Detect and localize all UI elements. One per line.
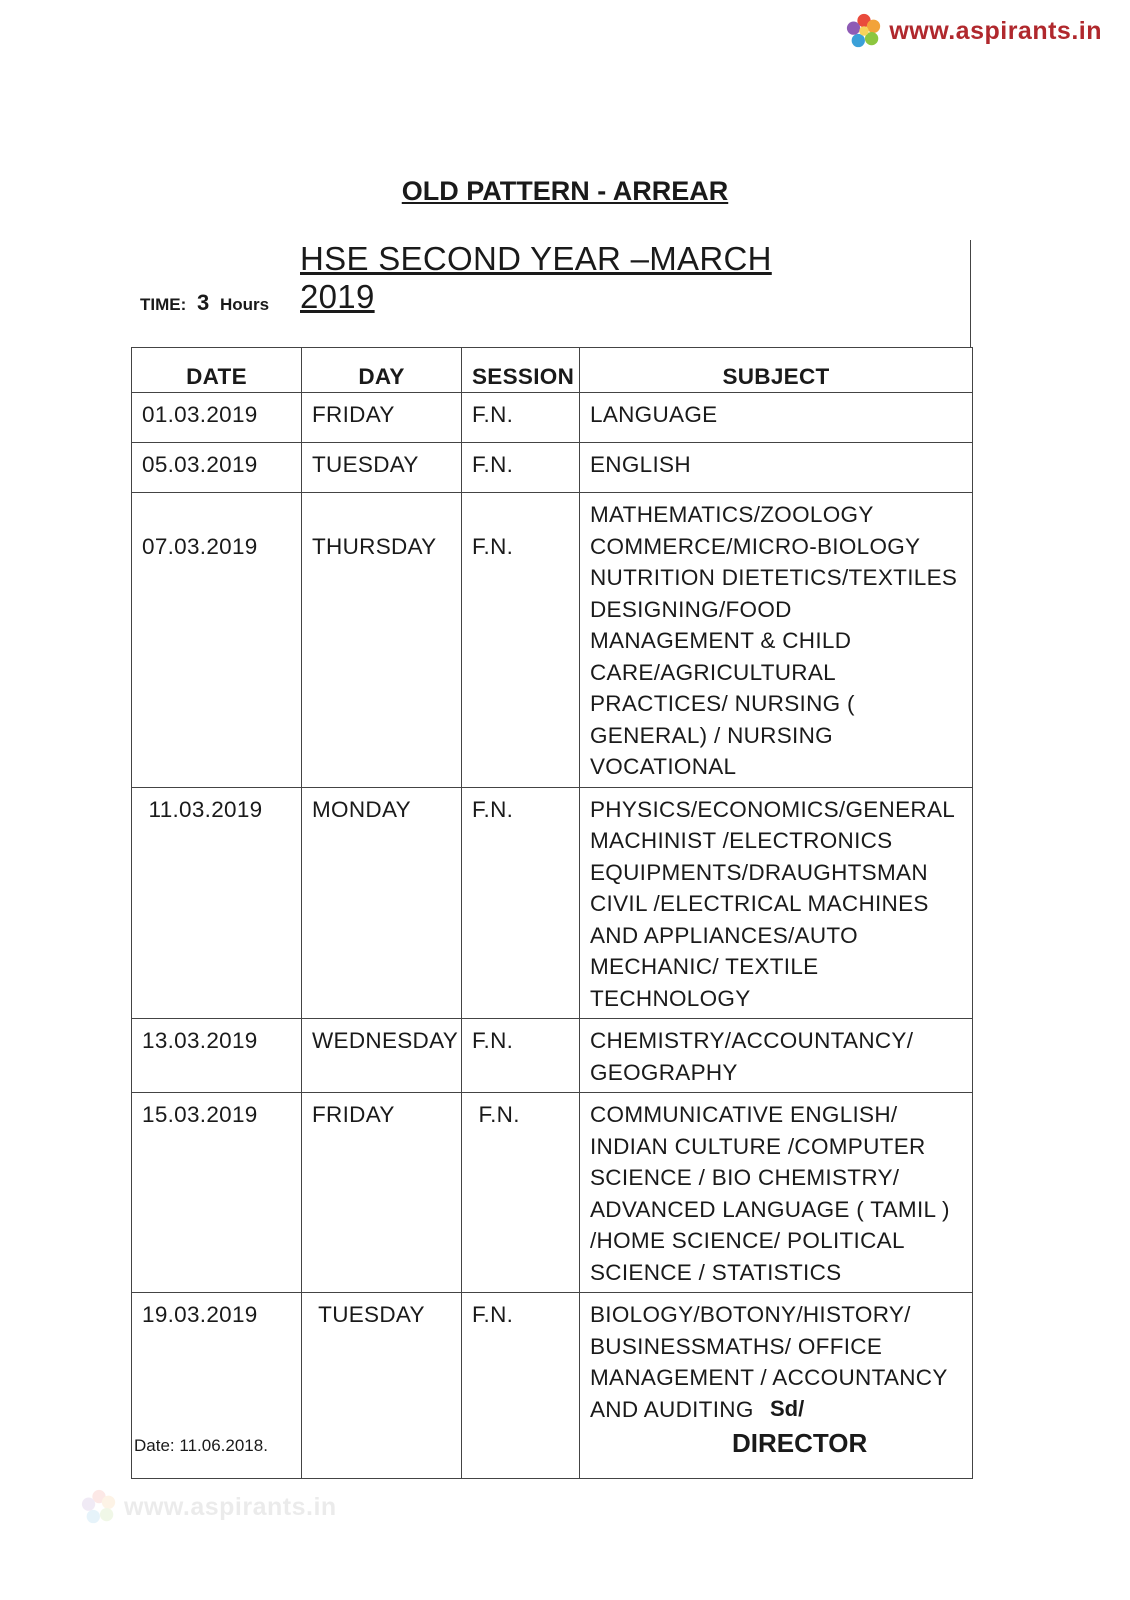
table-row [132,443,973,493]
table-row [132,1019,973,1093]
cell-date: 19.03.2019 [132,1293,302,1479]
cell-date: 07.03.2019 [132,493,302,788]
exam-schedule-table [131,347,973,1479]
cell-session: F.N. [462,1019,580,1093]
page-title: OLD PATTERN - ARREAR [401,176,729,206]
date-value: 11.06.2018. [179,1436,268,1455]
table-header-row [132,348,973,393]
cell-day: TUESDAY [302,443,462,493]
cell-date: 01.03.2019 [132,393,302,443]
time-label: TIME: [140,295,187,314]
watermark [80,1488,337,1526]
header-subject: SUBJECT [580,348,973,393]
flower-watermark-icon [80,1488,118,1526]
cell-day: FRIDAY [302,1093,462,1293]
cell-date: 15.03.2019 [132,1093,302,1293]
flower-logo-icon [845,12,883,50]
cell-subject: CHEMISTRY/ACCOUNTANCY/ GEOGRAPHY [580,1019,973,1093]
cell-day: TUESDAY [302,1293,462,1479]
table-row [132,393,973,443]
cell-day: THURSDAY [302,493,462,788]
cell-date: 05.03.2019 [132,443,302,493]
page-subtitle: HSE SECOND YEAR –MARCH 2019 [300,240,772,315]
cell-subject: ENGLISH [580,443,973,493]
brand-url[interactable]: www.aspirants.in [889,16,1102,45]
table-row [132,493,973,788]
table-row [132,787,973,1019]
issue-date [134,1436,268,1456]
cell-session: F.N. [462,393,580,443]
date-label: Date: [134,1436,175,1455]
cell-subject: LANGUAGE [580,393,973,443]
cell-subject: MATHEMATICS/ZOOLOGY COMMERCE/MICRO-BIOLOGY NUTRITION DIETETICS/TEXTILES DESIGNING/FOOD MANAGEMENT & CHILD CARE/AGRICULTURAL PRACTICES/ NURSING ( GENERAL) / NURSING VOCATIONAL [580,493,973,788]
watermark-text: www.aspirants.in [124,1492,337,1521]
header-day: DAY [302,348,462,393]
cell-session: F.N. [462,1293,580,1479]
table-row [132,1093,973,1293]
cell-day: WEDNESDAY [302,1019,462,1093]
cell-day: MONDAY [302,787,462,1019]
cell-date: 11.03.2019 [132,787,302,1019]
brand-logo[interactable] [845,12,1102,50]
time-value: 3 [197,290,210,315]
cell-session: F.N. [462,443,580,493]
cell-session: F.N. [462,787,580,1019]
cell-session: F.N. [462,1093,580,1293]
time-unit: Hours [220,295,270,314]
header-date: DATE [132,348,302,393]
cell-subject: BIOLOGY/BOTONY/HISTORY/ BUSINESSMATHS/ OFFICE MANAGEMENT / ACCOUNTANCY AND AUDITING [580,1293,973,1479]
cell-subject: COMMUNICATIVE ENGLISH/ INDIAN CULTURE /COMPUTER SCIENCE / BIO CHEMISTRY/ ADVANCED LANGUAGE ( TAMIL ) /HOME SCIENCE/ POLITICAL SCIENCE / STATISTICS [580,1093,973,1293]
header-session: SESSION [462,348,580,393]
cell-date: 13.03.2019 [132,1019,302,1093]
signature-mark: Sd/ [770,1396,805,1421]
divider-line [970,240,971,348]
signatory-title: DIRECTOR [732,1428,868,1458]
exam-duration [140,290,269,316]
cell-session: F.N. [462,493,580,788]
cell-day: FRIDAY [302,393,462,443]
cell-subject: PHYSICS/ECONOMICS/GENERAL MACHINIST /ELECTRONICS EQUIPMENTS/DRAUGHTSMAN CIVIL /ELECTRICAL MACHINES AND APPLIANCES/AUTO MECHANIC/ TEXTILE TECHNOLOGY [580,787,973,1019]
